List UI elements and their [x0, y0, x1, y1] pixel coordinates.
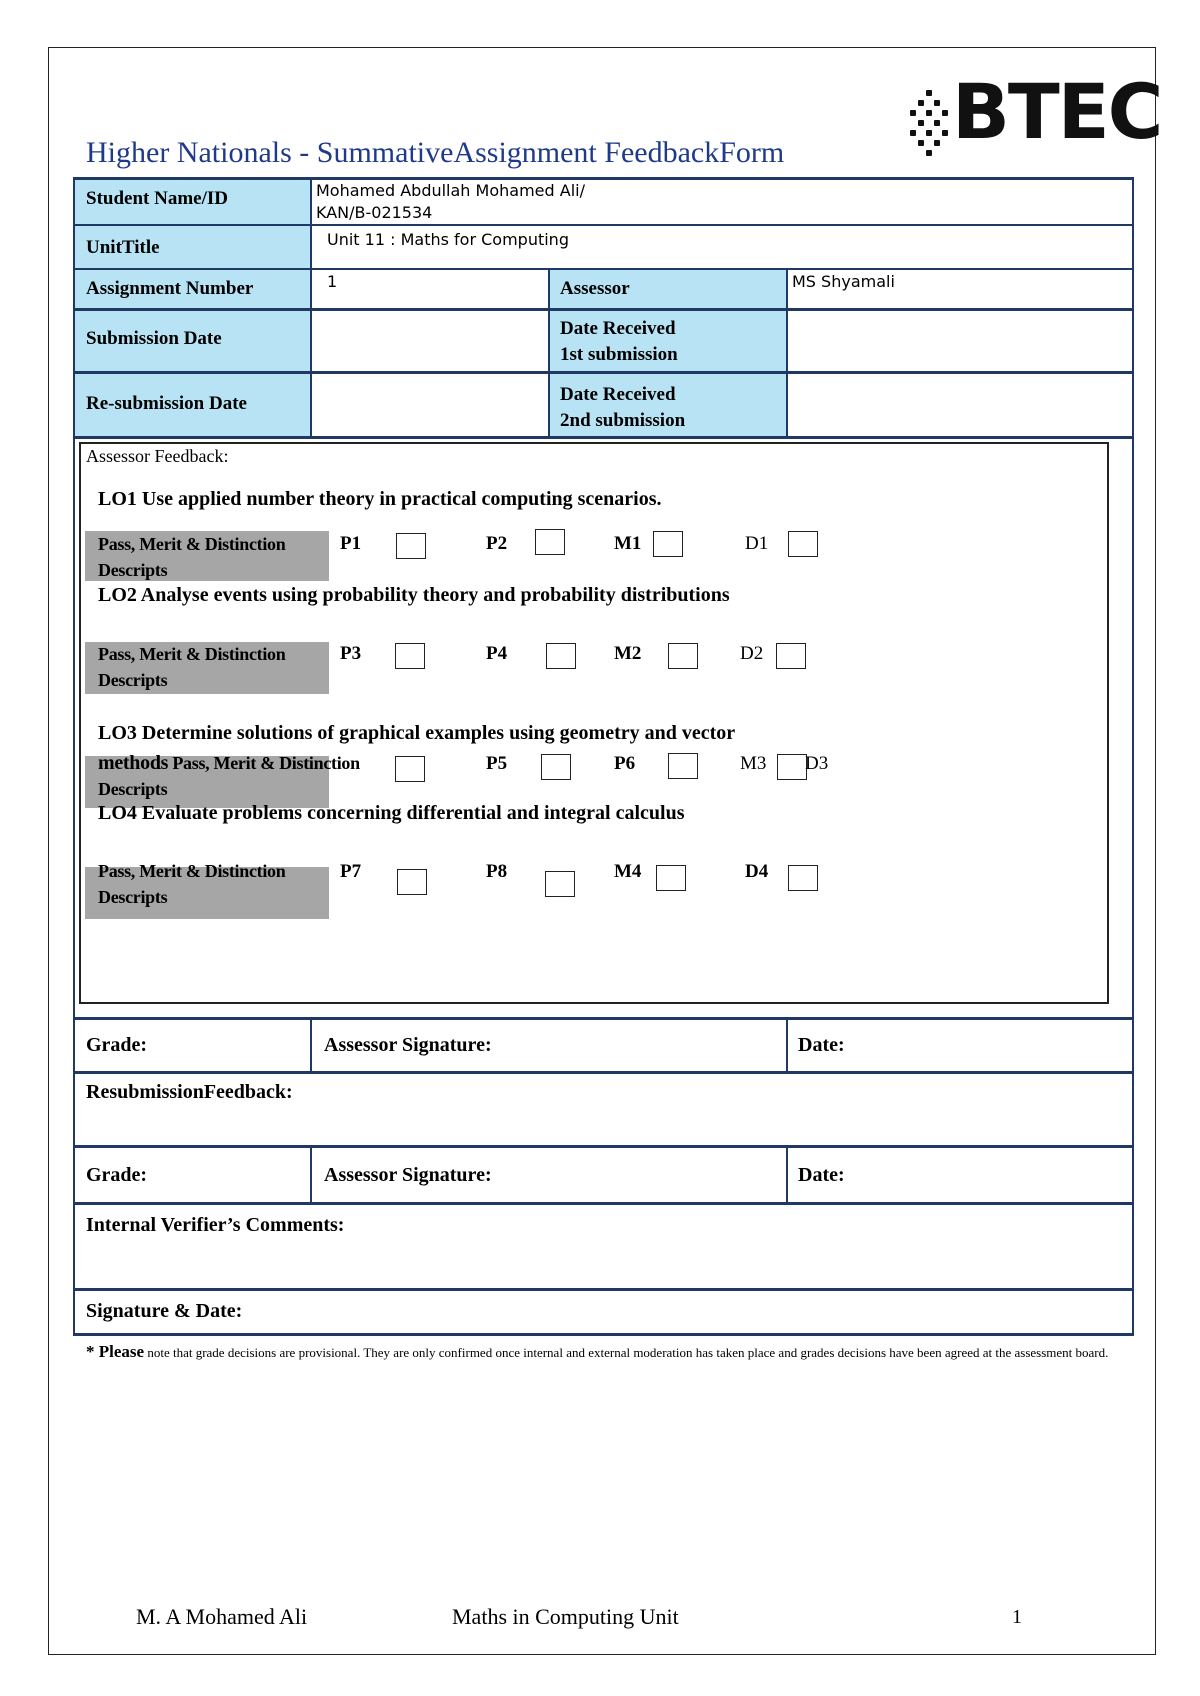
lo1-title: LO1 Use applied number theory in practical computing scenarios.: [98, 488, 662, 510]
m2-checkbox[interactable]: [668, 643, 698, 669]
lo1-descripts-label: Pass, Merit & Distinction Descripts: [98, 534, 286, 580]
p2-checkbox[interactable]: [535, 529, 565, 555]
d1-label: D1: [745, 533, 769, 554]
footer-unit: Maths in Computing Unit: [452, 1604, 679, 1629]
lo3-title: LO3 Determine solutions of graphical examples using geometry and vector: [98, 722, 736, 744]
m2-label: M2: [614, 643, 642, 664]
unit-title-value: Unit 11 : Maths for Computing: [327, 230, 569, 249]
p6-checkbox[interactable]: [668, 753, 698, 779]
date-label: Date:: [798, 1034, 845, 1056]
p6-label: P6: [614, 753, 636, 774]
lo4-title: LO4 Evaluate problems concerning differential and integral calculus: [98, 802, 685, 824]
logo-text: BTEC: [952, 67, 1162, 156]
provisional-note: * Please note that grade decisions are provisional. They are only confirmed once internal and external moderation has taken place and grades decisions have been agreed at the assessment board.: [86, 1342, 1109, 1361]
p5-label: P5: [486, 753, 508, 774]
p7-checkbox[interactable]: [397, 869, 427, 895]
m1-checkbox[interactable]: [653, 531, 683, 557]
assignment-number-label: Assignment Number: [86, 278, 254, 299]
m1-label: M1: [614, 533, 642, 554]
footer-author: M. A Mohamed Ali: [136, 1604, 308, 1629]
resubmission-assessor-signature-label: Assessor Signature:: [324, 1164, 492, 1186]
student-id-value: KAN/B-021534: [316, 203, 433, 222]
p8-label: P8: [486, 861, 508, 882]
unit-title-label: UnitTitle: [86, 237, 160, 258]
d1-checkbox[interactable]: [788, 531, 818, 557]
lo2-title: LO2 Analyse events using probability theory and probability distributions: [98, 584, 730, 606]
d2-checkbox[interactable]: [776, 643, 806, 669]
date-received-2-line2: 2nd submission: [560, 410, 686, 431]
p4-checkbox[interactable]: [546, 643, 576, 669]
submission-date-label: Submission Date: [86, 328, 222, 349]
p3-checkbox[interactable]: [395, 643, 425, 669]
resubmission-date-label: Re-submission Date: [86, 393, 247, 414]
student-name-label: Student Name/ID: [86, 188, 228, 209]
signature-date-label: Signature & Date:: [86, 1300, 243, 1322]
resubmission-grade-label: Grade:: [86, 1164, 148, 1186]
btec-logo: [910, 67, 1162, 162]
assignment-number-value: 1: [327, 272, 338, 291]
resubmission-date-label: Date:: [798, 1164, 845, 1186]
date-received-1-line1: Date Received: [560, 318, 676, 339]
footer-page-number: 1: [1012, 1606, 1022, 1628]
form-title: Higher Nationals - SummativeAssignment FeedbackForm: [86, 136, 785, 169]
p1-checkbox[interactable]: [396, 533, 426, 559]
d2-label: D2: [740, 643, 764, 664]
grade-label: Grade:: [86, 1034, 148, 1056]
p5-checkbox[interactable]: [541, 754, 571, 780]
d4-label: D4: [745, 861, 769, 882]
assessor-signature-label: Assessor Signature:: [324, 1034, 492, 1056]
date-received-1-line2: 1st submission: [560, 344, 678, 365]
assessor-feedback-heading: Assessor Feedback:: [86, 446, 229, 466]
assessor-value: MS Shyamali: [792, 272, 895, 291]
student-name-value-line1: Mohamed Abdullah Mohamed Ali/: [316, 181, 585, 200]
m4-checkbox[interactable]: [656, 865, 686, 891]
resubmission-feedback-label: ResubmissionFeedback:: [86, 1081, 293, 1103]
lo4-descripts-label: Pass, Merit & Distinction Descripts: [98, 861, 286, 907]
p2-label: P2: [486, 533, 508, 554]
d3-label: D3: [805, 753, 829, 774]
p4-label: P4: [486, 643, 508, 664]
m4-label: M4: [614, 861, 642, 882]
assessor-label: Assessor: [560, 278, 630, 299]
p3-label: P3: [340, 643, 362, 664]
d4-checkbox[interactable]: [788, 865, 818, 891]
m3-checkbox[interactable]: [777, 754, 807, 780]
lo2-descripts-label: Pass, Merit & Distinction Descripts: [98, 644, 286, 690]
date-received-2-line1: Date Received: [560, 384, 676, 405]
p8-checkbox[interactable]: [545, 871, 575, 897]
lo3-first-checkbox[interactable]: [395, 756, 425, 782]
internal-verifier-label: Internal Verifier’s Comments:: [86, 1214, 345, 1236]
p1-label: P1: [340, 533, 362, 554]
p7-label: P7: [340, 861, 362, 882]
m3-label: M3: [740, 753, 767, 774]
lo3-descripts-label: methods Pass, Merit & Distinction Descripts: [98, 752, 360, 799]
